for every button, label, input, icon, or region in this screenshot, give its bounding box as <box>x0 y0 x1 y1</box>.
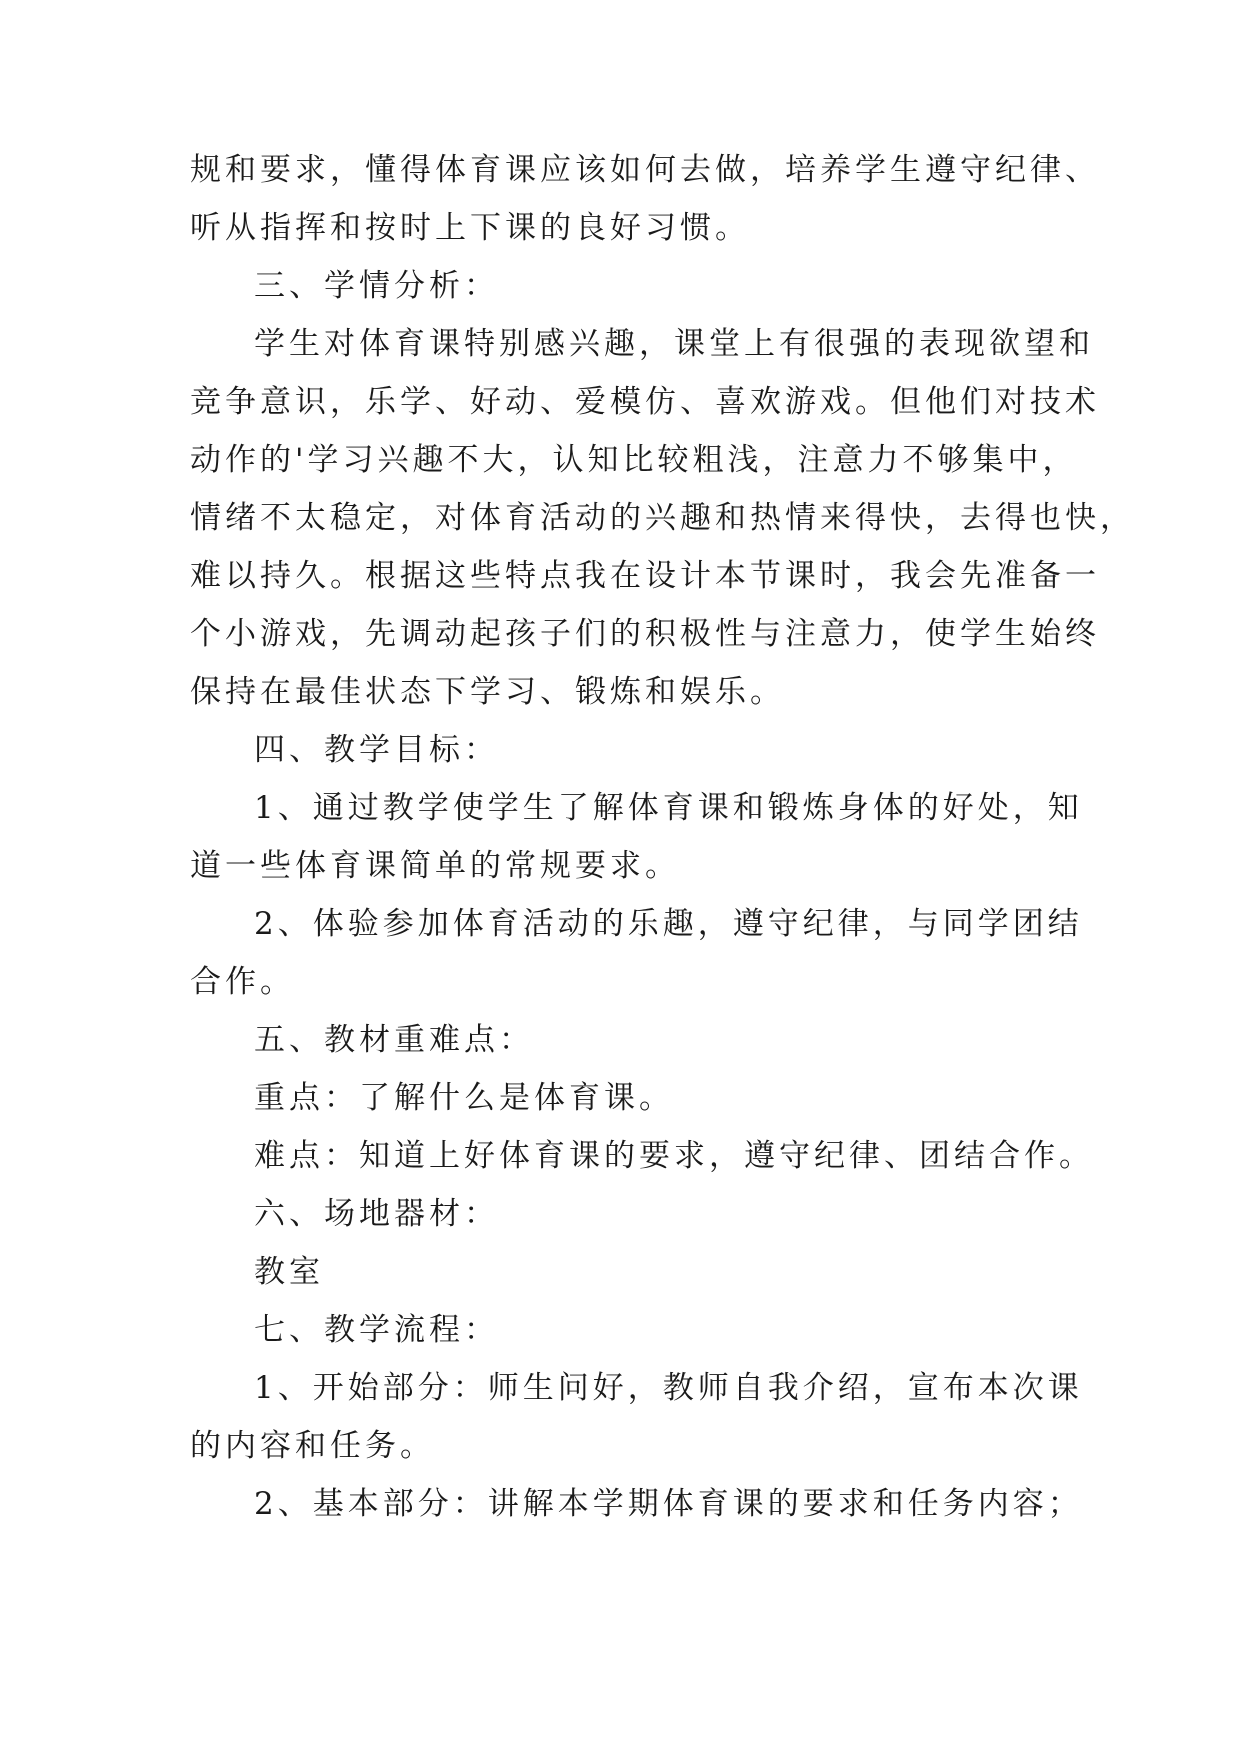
text-line: 听从指挥和按时上下课的良好习惯。 <box>190 210 750 246</box>
text-line: 重点：了解什么是体育课。 <box>254 1080 674 1116</box>
text-line: 规和要求，懂得体育课应该如何去做，培养学生遵守纪律、 <box>190 152 1100 188</box>
text-line: 动作的'学习兴趣不大，认知比较粗浅，注意力不够集中， <box>190 442 1078 478</box>
text-line: 2、体验参加体育活动的乐趣，遵守纪律，与同学团结 <box>254 906 1083 942</box>
text-line: 个小游戏，先调动起孩子们的积极性与注意力，使学生始终 <box>190 616 1100 652</box>
text-line: 难点：知道上好体育课的要求，遵守纪律、团结合作。 <box>254 1138 1094 1174</box>
text-line: 1、开始部分：师生问好，教师自我介绍，宣布本次课 <box>254 1370 1083 1406</box>
text-line: 2、基本部分：讲解本学期体育课的要求和任务内容； <box>254 1486 1083 1522</box>
section-heading: 四、教学目标： <box>254 732 499 768</box>
section-heading: 三、学情分析： <box>254 268 499 304</box>
text-line: 的内容和任务。 <box>190 1428 435 1464</box>
text-line: 竞争意识，乐学、好动、爱模仿、喜欢游戏。但他们对技术 <box>190 384 1100 420</box>
text-line: 保持在最佳状态下学习、锻炼和娱乐。 <box>190 674 785 710</box>
text-line: 教室 <box>254 1254 324 1290</box>
section-heading: 六、场地器材： <box>254 1196 499 1232</box>
text-line: 1、通过教学使学生了解体育课和锻炼身体的好处，知 <box>254 790 1083 826</box>
section-heading: 七、教学流程： <box>254 1312 499 1348</box>
text-line: 合作。 <box>190 964 295 1000</box>
text-line: 学生对体育课特别感兴趣，课堂上有很强的表现欲望和 <box>254 326 1094 362</box>
section-heading: 五、教材重难点： <box>254 1022 534 1058</box>
text-line: 难以持久。根据这些特点我在设计本节课时，我会先准备一 <box>190 558 1100 594</box>
text-line: 道一些体育课简单的常规要求。 <box>190 848 680 884</box>
text-line: 情绪不太稳定，对体育活动的兴趣和热情来得快，去得也快， <box>190 500 1135 536</box>
